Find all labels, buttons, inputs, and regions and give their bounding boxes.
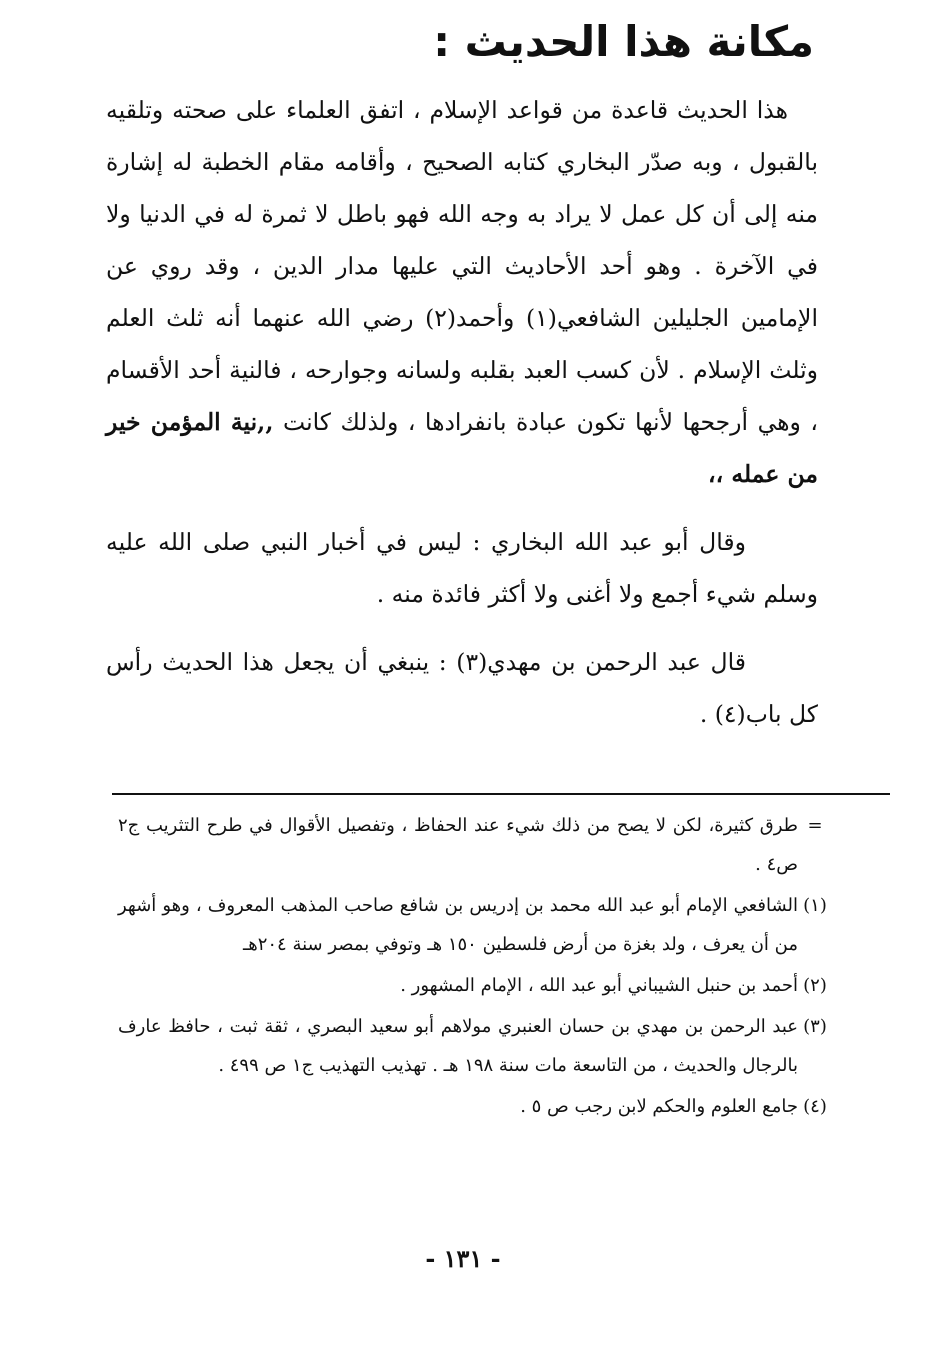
paragraph-1-text: هذا الحديث قاعدة من قواعد الإسلام ، اتفق العلماء على صحته وتلقيه بالقبول ، وبه صدّر البخاري كتابه الصحيح ، وأقامه مقام الخطبة له إشارة منه إلى أن كل عمل لا يراد به وجه الله فهو باطل لا ثمرة له في الدنيا ولا في الآخرة . وهو أحد الأحاديث التي عليها مدار الدين ، وقد روي عن الإمامين الجليلين الشافعي(١) وأحمد(٢) رضي الله عنهما أنه ثلث العلم وثلث الإسلام . لأن كسب العبد بقلبه ولسانه وجوارحه ، فالنية أحد الأقسام ، وهي أرجحها لأنها تكون عبادة بانفرادها ، ولذلك كانت	[106, 96, 818, 436]
footnotes	[118, 806, 827, 1126]
paragraph-1	[106, 84, 818, 500]
footnote-2-number: (٢)	[803, 975, 827, 996]
section-heading: مكانة هذا الحديث :	[433, 17, 814, 66]
paragraph-1-bold-quote: ,,نية المؤمن خير من عمله ،،	[106, 408, 818, 488]
footnote-1-number: (١)	[803, 895, 827, 916]
footnote-3	[118, 1007, 827, 1085]
footnote-continuation-marker: =	[807, 815, 823, 836]
footnote-3-number: (٣)	[803, 1016, 827, 1037]
footnote-continuation-text: طرق كثيرة، لكن لا يصح من ذلك شيء عند الحفاظ ، وتفصيل الأقوال في طرح التثريب ج٢ ص٤ .	[118, 815, 798, 875]
footnote-continuation	[118, 806, 823, 884]
footnote-4-text: جامع العلوم والحكم لابن رجب ص ٥ .	[520, 1096, 798, 1117]
footnote-2	[118, 966, 827, 1005]
footnote-2-text: أحمد بن حنبل الشيباني أبو عبد الله ، الإمام المشهور .	[400, 975, 798, 996]
footnote-1-text: الشافعي الإمام أبو عبد الله محمد بن إدريس بن شافع صاحب المذهب المعروف ، وهو أشهر من أن يعرف ، ولد بغزة من أرض فلسطين ١٥٠ هـ وتوفي بمصر سنة ٢٠٤هـ	[118, 895, 798, 955]
paragraph-3: قال عبد الرحمن بن مهدي(٣) : ينبغي أن يجعل هذا الحديث رأس كل باب(٤) .	[106, 648, 818, 728]
footnote-4-number: (٤)	[803, 1096, 827, 1117]
footnote-3-text: عبد الرحمن بن مهدي بن حسان العنبري مولاهم أبو سعيد البصري ، ثقة ثبت ، حافظ عارف بالرجال والحديث ، من التاسعة مات سنة ١٩٨ هـ . تهذيب التهذيب ج١ ص ٤٩٩ .	[118, 1016, 798, 1076]
paragraph-2: وقال أبو عبد الله البخاري : ليس في أخبار النبي صلى الله عليه وسلم شيء أجمع ولا أغنى ولا أكثر فائدة منه .	[106, 528, 818, 608]
footnote-4	[118, 1087, 827, 1126]
page-number: - ١٣١ -	[425, 1244, 501, 1273]
main-text	[106, 84, 818, 740]
footnote-separator	[112, 793, 890, 795]
footnote-1	[118, 886, 827, 964]
